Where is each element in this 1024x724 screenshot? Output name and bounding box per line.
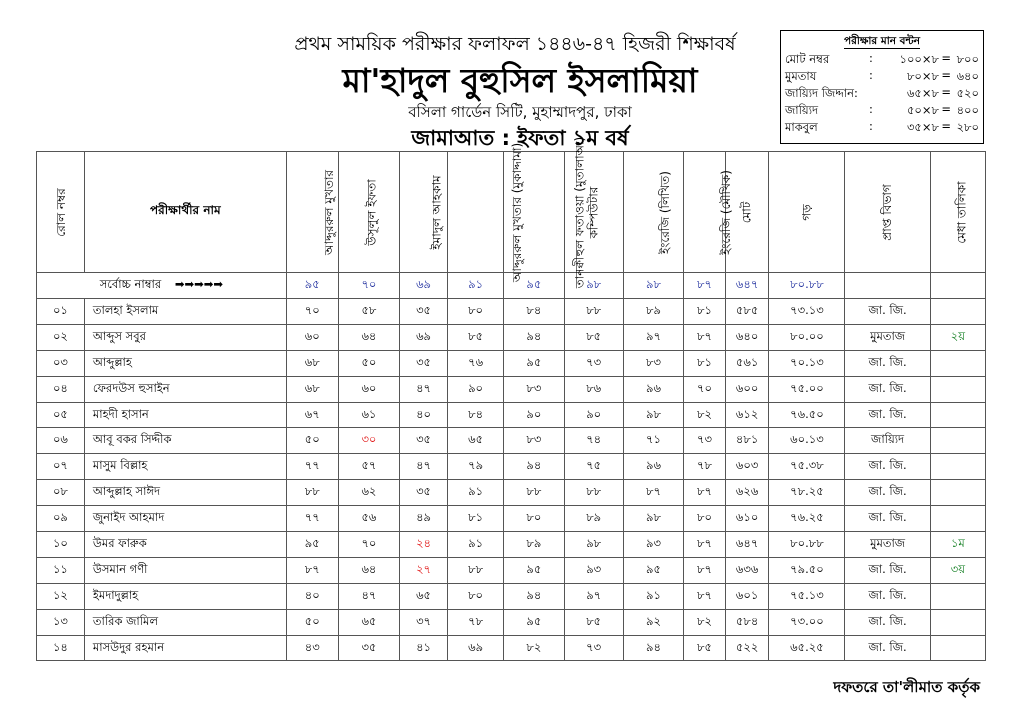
mark-cell: ৬৯	[447, 635, 503, 661]
grade-box-row	[785, 85, 981, 101]
mark-cell: ৯১	[623, 583, 683, 609]
grade-distribution-box	[780, 30, 984, 144]
header-merit: মেধা তালিকা	[930, 152, 985, 273]
mark-cell: ৭৭	[286, 506, 338, 532]
mark-cell: ৮৩	[623, 350, 683, 376]
student-name-cell: ফেরদউস হুসাইন	[84, 376, 286, 402]
mark-cell: ৮৮	[504, 480, 564, 506]
mark-cell: ৮০	[447, 299, 503, 325]
total-cell: ৬০০	[725, 376, 769, 402]
merit-cell	[930, 299, 985, 325]
mark-cell: ৯৮	[564, 532, 623, 558]
header-subject-6: কম্পিউটার	[564, 152, 623, 273]
mark-cell: ৮৭	[286, 557, 338, 583]
average-cell: ৭৯.৫০	[769, 557, 845, 583]
merit-cell	[930, 635, 985, 661]
table-row	[37, 402, 986, 428]
mark-cell: ৬৫	[400, 583, 448, 609]
merit-cell	[930, 583, 985, 609]
total-cell: ৬৩৬	[725, 557, 769, 583]
roll-cell: ০৮	[37, 480, 85, 506]
highest-average: ৮০.৮৮	[769, 273, 845, 299]
header-total: মোট	[725, 152, 769, 273]
mark-cell: ৮২	[684, 402, 726, 428]
total-cell: ৫৮৫	[725, 299, 769, 325]
grade-cell: জা. জি.	[845, 635, 930, 661]
grade-box-eq: =	[941, 119, 951, 133]
highest-mark: ৯৫	[286, 273, 338, 299]
mark-cell: ৭৮	[684, 454, 726, 480]
grade-cell: মুমতাজ	[845, 532, 930, 558]
mark-cell: ৯১	[447, 532, 503, 558]
total-cell: ৬৪৭	[725, 532, 769, 558]
grade-box-name: মুমতায	[785, 69, 817, 83]
mark-cell: ৮২	[684, 609, 726, 635]
grade-box-eq: =	[941, 85, 951, 99]
mark-cell: ৪৯	[400, 506, 448, 532]
mark-cell: ৮৫	[564, 324, 623, 350]
mark-cell: ৮০	[447, 583, 503, 609]
mark-cell: ৮৩	[504, 428, 564, 454]
mark-cell: ৯৪	[623, 635, 683, 661]
merit-cell: ১ম	[930, 532, 985, 558]
grade-box-name: জায়্যিদ জিদ্দান:	[785, 86, 858, 100]
mark-cell: ৬৭	[286, 402, 338, 428]
grade-box-row	[785, 51, 981, 67]
total-cell: ৪৮১	[725, 428, 769, 454]
mark-cell: ৯০	[504, 402, 564, 428]
exam-title: প্রথম সাময়িক পরীক্ষার ফলাফল ১৪৪৬-৪৭ হিজরী শিক্ষাবর্ষ	[294, 33, 736, 55]
mark-cell: ৮০	[684, 506, 726, 532]
grade-box-eq: =	[941, 102, 951, 116]
grade-box-eq: =	[941, 68, 951, 82]
table-row	[37, 609, 986, 635]
merit-cell	[930, 506, 985, 532]
roll-cell: ১২	[37, 583, 85, 609]
roll-cell: ১০	[37, 532, 85, 558]
mark-cell: ৭০	[684, 376, 726, 402]
merit-cell: ৩য়	[930, 557, 985, 583]
average-cell: ৭৫.০০	[769, 376, 845, 402]
grade-box-eq: =	[941, 51, 951, 65]
header-row	[37, 152, 986, 273]
highest-mark: ৯৮	[564, 273, 623, 299]
grade-box-formula: ৫০×৮	[906, 103, 939, 117]
highest-mark: ৬৯	[400, 273, 448, 299]
mark-cell: ৯০	[564, 402, 623, 428]
roll-cell: ০৩	[37, 350, 85, 376]
average-cell: ৮০.৮৮	[769, 532, 845, 558]
mark-cell: ৮১	[447, 506, 503, 532]
mark-cell: ৬২	[338, 480, 399, 506]
grade-box-title: পরীক্ষার মান বন্টন	[843, 35, 921, 47]
mark-cell: ৪১	[400, 635, 448, 661]
mark-cell: ৫০	[338, 350, 399, 376]
header-subject-7: ইংরেজি (লিখিত)	[623, 152, 683, 273]
student-name-cell: আবূ বকর সিদ্দীক	[84, 428, 286, 454]
table-row	[37, 480, 986, 506]
table-row	[37, 299, 986, 325]
average-cell: ৭০.১৩	[769, 350, 845, 376]
grade-cell: মুমতাজ	[845, 324, 930, 350]
mark-cell: ৯৩	[564, 557, 623, 583]
student-name-cell: মাহদী হাসান	[84, 402, 286, 428]
mark-cell: ৯৪	[504, 583, 564, 609]
header-average: গড়	[769, 152, 845, 273]
mark-cell: ৪৭	[400, 376, 448, 402]
roll-cell: ০৪	[37, 376, 85, 402]
header-grade: প্রাপ্ত বিভাগ	[845, 152, 930, 273]
mark-cell: ৮৪	[504, 299, 564, 325]
highest-mark: ৯৮	[623, 273, 683, 299]
grade-box-colon: :	[869, 102, 873, 116]
grade-box-value: ৬৪০	[956, 69, 979, 83]
mark-cell: ৩৫	[400, 299, 448, 325]
total-cell: ৬১০	[725, 506, 769, 532]
mark-cell: ৮৬	[564, 376, 623, 402]
average-cell: ৭৫.১৩	[769, 583, 845, 609]
mark-cell: ৬০	[338, 376, 399, 402]
average-cell: ৭৩.০০	[769, 609, 845, 635]
mark-cell: ৮১	[684, 350, 726, 376]
mark-cell: ৯১	[447, 480, 503, 506]
mark-cell: ৮৮	[564, 480, 623, 506]
grade-box-formula: ৮০×৮	[906, 69, 939, 83]
mark-cell: ৪৭	[400, 454, 448, 480]
mark-cell: ৯৫	[623, 557, 683, 583]
grade-box-value: ২৮০	[956, 120, 979, 134]
student-name-cell: মাসুম বিল্লাহ	[84, 454, 286, 480]
mark-cell: ৯৮	[623, 506, 683, 532]
mark-cell: ৭৩	[684, 428, 726, 454]
table-row	[37, 454, 986, 480]
total-cell: ৬০৩	[725, 454, 769, 480]
student-name-cell: জুনাইদ আহমাদ	[84, 506, 286, 532]
header-name: পরীক্ষার্থীর নাম	[84, 152, 286, 273]
mark-cell: ৪৩	[286, 635, 338, 661]
mark-cell: ৮২	[504, 635, 564, 661]
mark-cell: ৯৪	[504, 454, 564, 480]
mark-cell: ৭৭	[286, 454, 338, 480]
mark-cell: ৯৭	[623, 324, 683, 350]
mark-cell: ৩৫	[400, 350, 448, 376]
mark-cell: ৮৭	[684, 480, 726, 506]
roll-cell: ০৯	[37, 506, 85, 532]
grade-cell: জায়্যিদ	[845, 428, 930, 454]
student-name-cell: তারিক জামিল	[84, 609, 286, 635]
mark-cell: ৫৭	[338, 454, 399, 480]
grade-cell: জা. জি.	[845, 402, 930, 428]
mark-cell: ৪০	[400, 402, 448, 428]
highest-mark: ৭০	[338, 273, 399, 299]
mark-cell: ৭০	[286, 299, 338, 325]
mark-cell: ৫০	[286, 428, 338, 454]
empty-cell	[845, 273, 930, 299]
mark-cell: ৯৫	[504, 350, 564, 376]
total-cell: ৬১২	[725, 402, 769, 428]
mark-cell: ৫৮	[338, 299, 399, 325]
grade-cell: জা. জি.	[845, 376, 930, 402]
roll-cell: ১১	[37, 557, 85, 583]
highest-mark: ৮৭	[684, 273, 726, 299]
mark-cell: ৯৭	[564, 583, 623, 609]
mark-cell: ৮৭	[684, 583, 726, 609]
grade-cell: জা. জি.	[845, 557, 930, 583]
student-name-cell: আব্দুল্লাহ সাঈদ	[84, 480, 286, 506]
grade-box-name: মাকবুল	[785, 120, 818, 134]
roll-cell: ০৬	[37, 428, 85, 454]
mark-cell: ৪৭	[338, 583, 399, 609]
mark-cell: ৯৪	[504, 324, 564, 350]
mark-cell: ৭৯	[447, 454, 503, 480]
roll-cell: ০৫	[37, 402, 85, 428]
mark-cell: ৭০	[338, 532, 399, 558]
mark-cell: ৬০	[286, 324, 338, 350]
grade-cell: জা. জি.	[845, 609, 930, 635]
mark-cell: ৭৬	[447, 350, 503, 376]
institution-name: মা'হাদুল বুহুসিল ইসলামিয়া	[342, 61, 698, 100]
arrow-icons: ➡➡➡➡➡	[174, 277, 224, 291]
student-name-cell: মাসউদুর রহমান	[84, 635, 286, 661]
header-roll: রোল নম্বর	[37, 152, 85, 273]
average-cell: ৭৬.২৫	[769, 506, 845, 532]
grade-box-colon: :	[869, 119, 873, 133]
header-subject-1: আদ্দুররুল মুখতার	[286, 152, 338, 273]
mark-cell: ৬৮	[286, 376, 338, 402]
table-row	[37, 506, 986, 532]
mark-cell: ২৪	[400, 532, 448, 558]
mark-cell: ৮৫	[447, 324, 503, 350]
empty-cell	[930, 273, 985, 299]
merit-cell	[930, 609, 985, 635]
merit-cell	[930, 350, 985, 376]
total-cell: ৬৪০	[725, 324, 769, 350]
grade-cell: জা. জি.	[845, 506, 930, 532]
roll-cell: ১৩	[37, 609, 85, 635]
grade-box-formula: ৩৫×৮	[906, 120, 939, 134]
total-cell: ৫৮৪	[725, 609, 769, 635]
grade-box-row	[785, 102, 981, 118]
mark-cell: ৮৮	[286, 480, 338, 506]
total-cell: ৫৬১	[725, 350, 769, 376]
mark-cell: ৯৬	[623, 454, 683, 480]
class-label: জামাআত : ইফতা ১ম বর্ষ	[411, 126, 629, 150]
header-subject-4: আদ্দুররুল মুখতার (মুকাদ্দামা)	[447, 152, 503, 273]
mark-cell: ৮৩	[504, 376, 564, 402]
mark-cell: ৯৬	[623, 376, 683, 402]
mark-cell: ৪০	[286, 583, 338, 609]
mark-cell: ৭১	[623, 428, 683, 454]
mark-cell: ৯৩	[623, 532, 683, 558]
mark-cell: ৮৭	[684, 532, 726, 558]
average-cell: ৭৮.২৫	[769, 480, 845, 506]
grade-box-row	[785, 68, 981, 84]
highest-mark: ৯৫	[504, 273, 564, 299]
table-row	[37, 428, 986, 454]
mark-cell: ৮৫	[564, 609, 623, 635]
table-row	[37, 635, 986, 661]
roll-cell: ০১	[37, 299, 85, 325]
mark-cell: ৯২	[623, 609, 683, 635]
mark-cell: ৮৭	[623, 480, 683, 506]
merit-cell: ২য়	[930, 324, 985, 350]
grade-box-value: ৫২০	[956, 86, 979, 100]
mark-cell: ৮৯	[504, 532, 564, 558]
student-name-cell: তালহা ইসলাম	[84, 299, 286, 325]
total-cell: ৫২২	[725, 635, 769, 661]
mark-cell: ৩০	[338, 428, 399, 454]
grade-box-row	[785, 119, 981, 135]
mark-cell: ৮৯	[564, 506, 623, 532]
grade-box-colon: :	[869, 68, 873, 82]
mark-cell: ৬৮	[286, 350, 338, 376]
footer-office-credit: দফতরে তা'লীমাত কর্তৃক	[833, 678, 980, 696]
highest-marks-label: সর্বোচ্চ নাম্বার ➡➡➡➡➡	[37, 273, 287, 299]
grade-box-name: মোট নম্বর	[785, 52, 830, 66]
grade-box-name: জায়্যিদ	[785, 103, 819, 117]
mark-cell: ৩৫	[400, 428, 448, 454]
roll-cell: ১৪	[37, 635, 85, 661]
mark-cell: ৮৭	[684, 324, 726, 350]
mark-cell: ৭৩	[564, 635, 623, 661]
header-subject-3: ইমাদুল আহকাম	[400, 152, 448, 273]
student-name-cell: উমর ফারুক	[84, 532, 286, 558]
student-name-cell: উসমান গণী	[84, 557, 286, 583]
mark-cell: ৬১	[338, 402, 399, 428]
grade-cell: জা. জি.	[845, 299, 930, 325]
student-name-cell: ইমদাদুল্লাহ	[84, 583, 286, 609]
roll-cell: ০২	[37, 324, 85, 350]
mark-cell: ৭৪	[564, 428, 623, 454]
mark-cell: ৬৫	[338, 609, 399, 635]
mark-cell: ৯০	[447, 376, 503, 402]
table-row	[37, 324, 986, 350]
student-name-cell: আব্দুস সবুর	[84, 324, 286, 350]
grade-box-colon: :	[869, 51, 873, 65]
highest-total: ৬৪৭	[725, 273, 769, 299]
mark-cell: ৭৩	[564, 350, 623, 376]
table-row	[37, 583, 986, 609]
grade-cell: জা. জি.	[845, 583, 930, 609]
merit-cell	[930, 454, 985, 480]
mark-cell: ৯৫	[504, 557, 564, 583]
average-cell: ৬৫.২৫	[769, 635, 845, 661]
mark-cell: ৮৫	[684, 635, 726, 661]
grade-box-formula: ৬৫×৮	[906, 86, 939, 100]
average-cell: ৬০.১৩	[769, 428, 845, 454]
table-row	[37, 350, 986, 376]
mark-cell: ৯৫	[286, 532, 338, 558]
mark-cell: ৮৪	[447, 402, 503, 428]
average-cell: ৭৫.৩৮	[769, 454, 845, 480]
header-subject-5: তানক্বীহুল ফতাওয়া (মুতালাআ)	[504, 152, 564, 273]
highest-mark: ৯১	[447, 273, 503, 299]
mark-cell: ৬৯	[400, 324, 448, 350]
mark-cell: ৫৬	[338, 506, 399, 532]
table-row	[37, 532, 986, 558]
mark-cell: ৭৮	[447, 609, 503, 635]
grade-cell: জা. জি.	[845, 350, 930, 376]
mark-cell: ৯৮	[623, 402, 683, 428]
mark-cell: ৮৯	[623, 299, 683, 325]
header-subject-8: ইংরেজি (মৌখিক)	[684, 152, 726, 273]
roll-cell: ০৭	[37, 454, 85, 480]
grade-cell: জা. জি.	[845, 454, 930, 480]
grade-box-value: ৮০০	[956, 52, 979, 66]
mark-cell: ৫০	[286, 609, 338, 635]
total-cell: ৬০১	[725, 583, 769, 609]
merit-cell	[930, 376, 985, 402]
merit-cell	[930, 480, 985, 506]
mark-cell: ৮৭	[684, 557, 726, 583]
mark-cell: ২৭	[400, 557, 448, 583]
mark-cell: ৮১	[684, 299, 726, 325]
institution-address: বসিলা গার্ডেন সিটি, মুহাম্মাদপুর, ঢাকা	[408, 103, 632, 121]
merit-cell	[930, 428, 985, 454]
average-cell: ৭৬.৫০	[769, 402, 845, 428]
mark-cell: ৮০	[504, 506, 564, 532]
mark-cell: ৩৭	[400, 609, 448, 635]
grade-box-formula: ১০০×৮	[899, 52, 939, 66]
table-row	[37, 557, 986, 583]
average-cell: ৮০.০০	[769, 324, 845, 350]
total-cell: ৬২৬	[725, 480, 769, 506]
table-row	[37, 376, 986, 402]
mark-cell: ৯৫	[504, 609, 564, 635]
mark-cell: ৩৫	[400, 480, 448, 506]
mark-cell: ৬৫	[447, 428, 503, 454]
average-cell: ৭৩.১৩	[769, 299, 845, 325]
mark-cell: ৮৮	[447, 557, 503, 583]
student-name-cell: আব্দুল্লাহ	[84, 350, 286, 376]
grade-cell: জা. জি.	[845, 480, 930, 506]
merit-cell	[930, 402, 985, 428]
mark-cell: ৬৪	[338, 324, 399, 350]
mark-cell: ৮৮	[564, 299, 623, 325]
mark-cell: ৩৫	[338, 635, 399, 661]
header-subject-2: উসূলুল ইফতা	[338, 152, 399, 273]
mark-cell: ৬৪	[338, 557, 399, 583]
mark-cell: ৭৫	[564, 454, 623, 480]
grade-box-value: ৪০০	[956, 103, 979, 117]
